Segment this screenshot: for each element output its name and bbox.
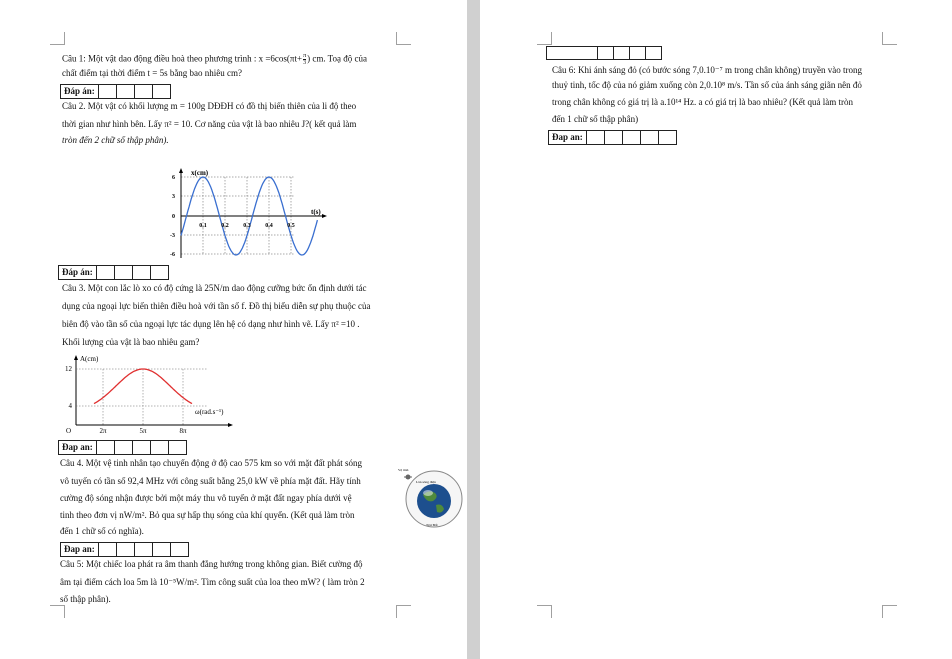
q6-line3: trong chân không có giá trị là a.10¹⁴ Hz. a có giá trị là bao nhiêu? (Kết quả làm tròn [552,97,853,107]
svg-text:Vệ tinh: Vệ tinh [398,468,409,472]
q2-line1: Câu 2. Một vật có khối lượng m = 100g DĐĐH có đồ thị biến thiên của li độ theo [62,101,357,111]
q5-line3: số thập phân). [60,594,111,604]
series-amplitude [94,369,192,404]
answer-box-q1[interactable]: Đáp án: [60,84,171,99]
ytick-6: 6 [172,175,175,181]
xtick-0-3: 0,3 [243,223,251,229]
crop-mark-top-right [882,32,897,45]
earth-icon [417,484,451,518]
svg-text:Làn sóng điện: Làn sóng điện [416,480,436,484]
q2-line2: thời gian như hình bên. Lấy π² = 10. Cơ năng của vật là bao nhiêu J?( kết quả làm [62,119,357,129]
xtick-0-2: 0,2 [221,223,229,229]
svg-text:A(cm): A(cm) [80,355,99,363]
answer-box-q3[interactable]: Đap an: [58,440,187,455]
q5-line2: âm tại điểm cách loa 5m là 10⁻⁵W/m². Tìm công suất của loa theo mW? ( làm tròn 2 [60,577,365,587]
xtick-5pi: 5π [139,427,147,434]
q4-line2: vô tuyến có tần số 92,4 MHz với công suất bằng 25,0 kW về phía mặt đất. Hãy tính [60,476,361,486]
crop-mark-bottom-left [537,605,552,618]
q2-line3: tròn đến 2 chữ số thập phân). [62,135,169,145]
crop-mark-top-left [537,32,552,45]
q3-line3: biên độ vào tần số của ngoại lực tác dụng lên hệ có dạng như hình vẽ. Lấy π² =10 . [62,319,360,329]
crop-mark-bottom-right [882,605,897,618]
q4-line4: tinh theo đơn vị nW/m². Bỏ qua sự hấp thụ sóng của khí quyển. (Kết quả làm tròn [60,510,355,520]
answer-box-q4[interactable]: Đap an: [60,542,189,557]
resonance-amplitude-graph [58,352,248,434]
crop-mark-bottom-left [50,605,65,618]
q1-line1: Câu 1: Một vật dao động điều hoà theo phương trình : x =6cos(πt+ $\frac{\pi}{3}$ ) cm. Toạ độ của [62,53,368,66]
ytick-12: 12 [65,365,72,373]
q3-line4: Khối lượng của vật là bao nhiêu gam? [62,337,200,347]
ytick-neg6: -6 [170,252,175,258]
q1-fraction: $\frac{\pi}{3}$ [303,53,307,66]
q3-line1: Câu 3. Một con lắc lò xo có độ cứng là 25N/m dao động cưỡng bức ổn định dưới tác [62,283,367,293]
q6-line4: đến 1 chữ số thập phân) [552,114,639,124]
svg-text:Trái Đất: Trái Đất [426,523,438,527]
document-page-left [0,0,467,659]
q6-line2: thuỷ tinh, tốc độ của nó giảm xuống còn 2,0.10⁸ m/s. Tần số của ánh sáng giãn nên đỏ [552,80,862,90]
crop-mark-bottom-right [396,605,411,618]
q6-line1: Câu 6: Khi ánh sáng đỏ (có bước sóng 7,0.10⁻⁷ m trong chân không) truyền vào trong [552,65,862,75]
header-answer-grid[interactable] [546,46,662,60]
satellite-figure [396,463,466,535]
page-gap [467,0,480,659]
ytick-3: 3 [172,194,175,200]
crop-mark-top-right [396,32,411,45]
ytick-4: 4 [68,402,72,410]
q4-line1: Câu 4. Một vệ tinh nhân tạo chuyển động ở độ cao 575 km so với mặt đất phát sóng [60,458,362,468]
xtick-0-5: 0,5 [287,223,295,229]
svg-text:x(cm): x(cm) [191,169,209,177]
q4-line3: cường độ sóng nhận được bởi một máy thu vô tuyến ở mặt đất ngay phía dưới vệ [60,493,352,503]
q4-line5: đến 1 chữ số có nghĩa). [60,526,144,536]
ytick-neg3: -3 [170,233,175,239]
answer-box-q2[interactable]: Đáp án: [58,265,169,280]
q1-line2: chất điểm tại thời điểm t = 5s bằng bao nhiêu cm? [62,68,243,78]
answer-box-q6[interactable]: Đap an: [548,130,677,145]
ytick-0: 0 [172,214,175,220]
svg-text:t(s): t(s) [311,208,321,216]
q3-line2: dụng của ngoại lực biến thiên điều hoà với tần số f. Đồ thị biểu diễn sự phụ thuộc của [62,301,371,311]
origin-label: O [66,427,72,434]
displacement-time-graph [165,166,340,260]
xtick-0-4: 0,4 [265,223,273,229]
crop-mark-top-left [50,32,65,45]
q5-line1: Câu 5: Một chiếc loa phát ra âm thanh đẳng hướng trong không gian. Biết cường độ [60,559,363,569]
xtick-8pi: 8π [179,427,187,434]
svg-text:ω(rad.s⁻¹): ω(rad.s⁻¹) [195,408,224,416]
xtick-0-1: 0,1 [199,223,207,229]
document-page-right [480,0,952,659]
xtick-2pi: 2π [99,427,107,434]
